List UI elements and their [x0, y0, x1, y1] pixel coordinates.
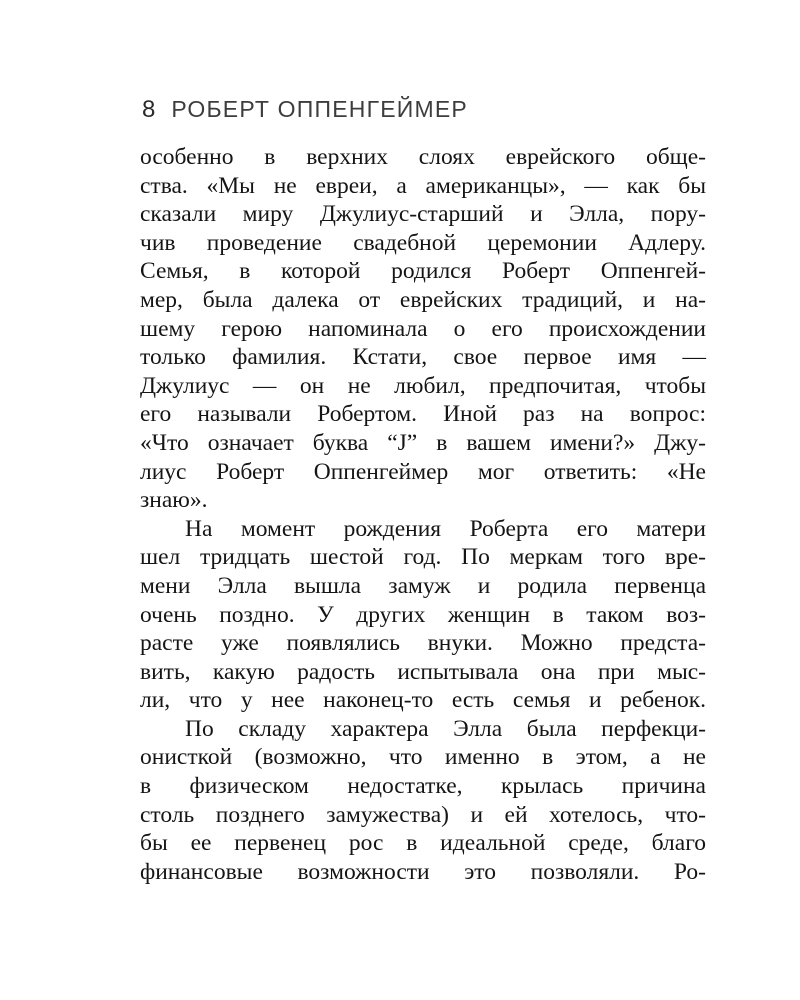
- text-line: чив проведение свадебной церемонии Адлеру.: [140, 229, 706, 256]
- text-line: Семья, в которой родился Роберт Оппенгей-: [140, 258, 706, 285]
- paragraph-first-line: По складу характера Элла была перфекци-: [185, 715, 706, 742]
- running-header: [142, 96, 468, 128]
- text-line: его называли Робертом. Иной раз на вопрос:: [140, 401, 706, 428]
- text-line: особенно в верхних слоях еврейского обще-: [140, 144, 706, 170]
- text-line: онисткой (возможно, что именно в этом, а не: [140, 744, 706, 771]
- paragraph-end-line: знаю».: [140, 487, 208, 514]
- text-line: только фамилия. Кстати, свое первое имя —: [140, 344, 706, 371]
- text-line: бы ее первенец рос в идеальной среде, благо: [140, 830, 706, 857]
- text-line: Джулиус — он не любил, предпочитая, чтобы: [140, 372, 706, 399]
- text-line: сказали миру Джулиус-старший и Элла, пору-: [140, 201, 706, 228]
- text-line: расте уже появлялись внуки. Можно предста-: [140, 630, 706, 657]
- text-line: в физическом недостатке, крылась причина: [140, 773, 706, 800]
- text-line: очень поздно. У других женщин в таком воз-: [140, 601, 706, 628]
- text-line: «Что означает буква “J” в вашем имени?» Джу-: [140, 429, 706, 456]
- text-line: финансовые возможности это позволяли. Ро-: [140, 858, 706, 885]
- text-line: мени Элла вышла замуж и родила первенца: [140, 572, 706, 599]
- paragraph-end-line: ли, что у нее наконец-то есть семья и ребенок.: [140, 687, 706, 714]
- paragraph-first-line: На момент рождения Роберта его матери: [185, 515, 706, 542]
- text-line: мер, была далека от еврейских традиций, и на-: [140, 286, 706, 313]
- page-number: 8: [142, 96, 156, 123]
- text-line: лиус Роберт Оппенгеймер мог ответить: «Не: [140, 458, 706, 485]
- text-line: шел тридцать шестой год. По меркам того вре-: [140, 544, 706, 571]
- text-line: вить, какую радость испытывала она при мыс-: [140, 658, 706, 685]
- running-header-title: РОБЕРТ ОППЕНГЕЙМЕР: [171, 96, 468, 122]
- text-line: столь позднего замужества) и ей хотелось, что-: [140, 801, 706, 828]
- text-line: ства. «Мы не евреи, а американцы», — как бы: [140, 172, 706, 199]
- body-text: [140, 143, 706, 886]
- text-line: шему герою напоминала о его происхождении: [140, 315, 706, 342]
